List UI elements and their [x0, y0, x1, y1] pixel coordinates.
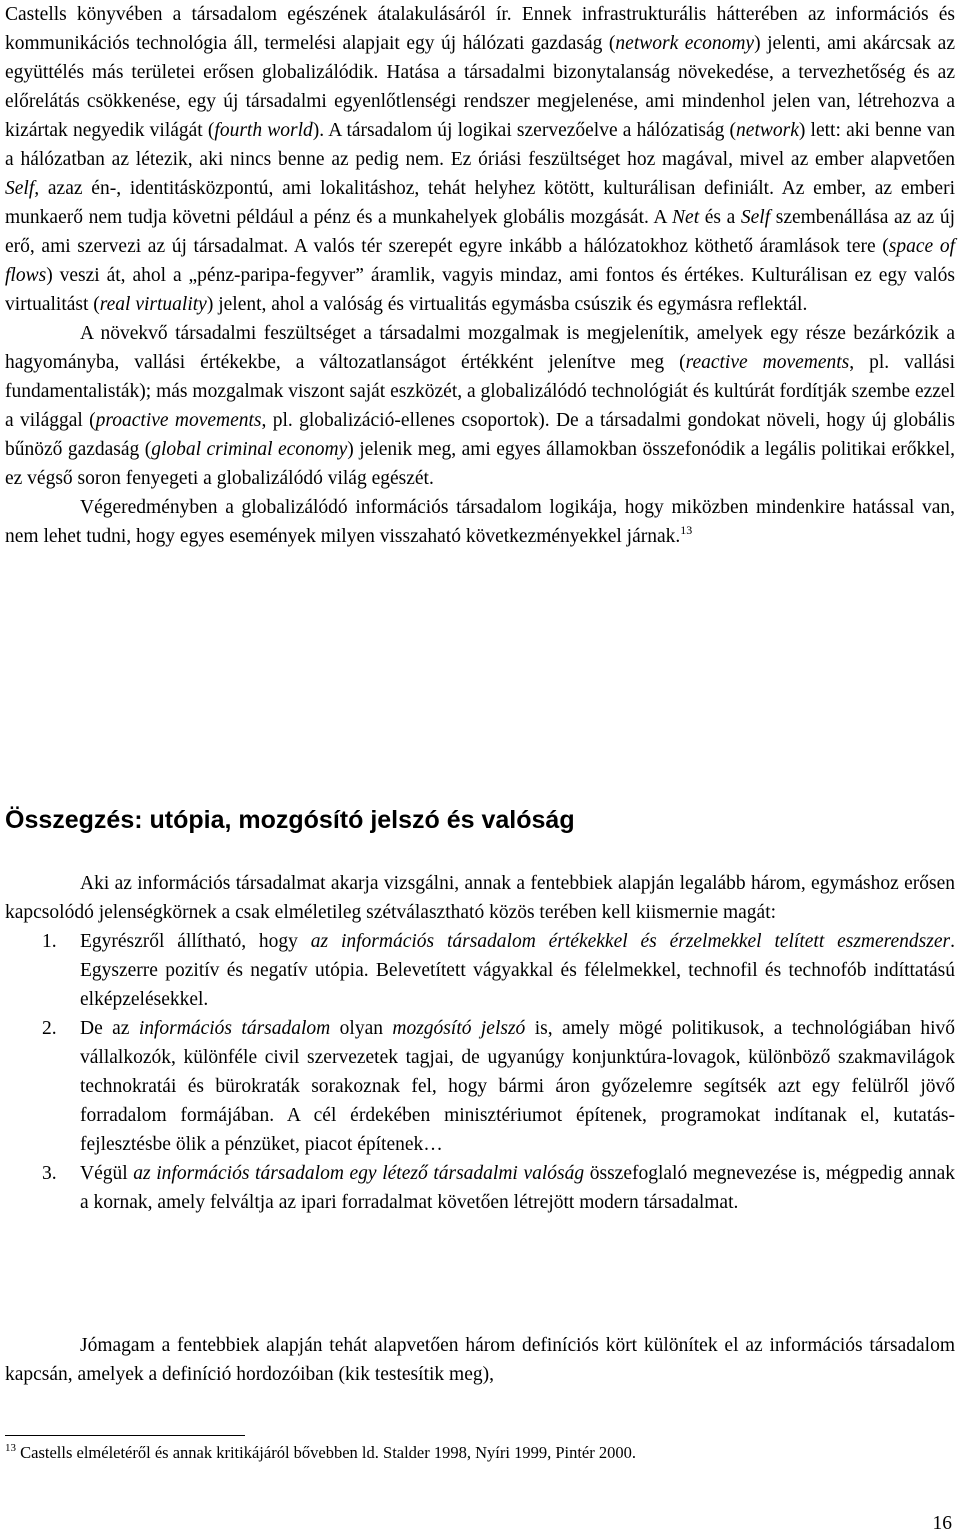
italic-term: reactive movements [685, 352, 850, 373]
text-run: ) jelent, ahol a valóság és virtualitás egymásba csúszik és egymásra reflektál. [206, 294, 808, 315]
definition-list [5, 927, 955, 1217]
text-run: ) jelenik meg, ami egyes államokban összefonódik a legális politikai erőkkel, ez végső soron fenyegeti a globalizálódó világ egészét. [5, 439, 955, 489]
paragraph-closing: Jómagam a fentebbiek alapján tehát alapvetően három definíciós kört különítek el az információs társadalom kapcsán, amelyek a definíció hordozóiban (kik testesítik meg), [5, 1335, 955, 1385]
footnote [5, 1442, 636, 1464]
text-run: Végül [80, 1163, 134, 1184]
text-run: és a [699, 207, 741, 228]
italic-term: global criminal economy [151, 439, 348, 460]
section-heading: Összegzés: utópia, mozgósító jelszó és valóság [5, 806, 575, 834]
text-run: A növekvő társadalmi feszültséget a társadalmi mozgalmak is megjelenítik, amelyek egy része bezárkózik a hagyományba, vallási értékekbe, a változatlanságot értékként jelenítve meg ( [5, 323, 955, 373]
text-run: Egyrészről állítható, hogy [80, 931, 311, 952]
footnote-reference[interactable]: 13 [680, 523, 693, 537]
italic-term: network [736, 120, 799, 141]
paragraph-castells [5, 0, 955, 551]
text-run: is, amely mögé politikusok, a technológiában hivő vállalkozók, különféle civil szervezetek tagjai, de ugyanúgy konjunktúra-lovagok, különböző szakmavilágok technokratái és bürokraták sorakoznak fel, hogy bármi áron győzelemre segítsék azt egy felülről jövő forradalom formájában. A cél érdekében minisztériumot építenek, programokat indítanak el, kutatás-fejlesztésbe ölik a pénzüket, piacot építenek… [80, 1018, 956, 1155]
text-run: ). A társadalom új logikai szervezőelve a hálózatiság ( [312, 120, 737, 141]
footnote-divider [5, 1435, 245, 1436]
italic-term: az információs társadalom értékekkel és érzelmekkel telített eszmerendszer [310, 931, 951, 952]
italic-term: real virtuality [99, 294, 207, 315]
paragraph-closing-block [5, 1331, 955, 1389]
text-run: szembenállása az az új erő, ami szervezi az új társadalmat. A valós tér szerepét egyre inkább a hálózatokhoz köthető áramlások tere ( [5, 207, 955, 257]
list-number: 3. [42, 1163, 57, 1184]
footnote-number: 13 [5, 1442, 16, 1454]
list-number: 2. [42, 1018, 57, 1039]
text-run: azaz én-, identitásközpontú, ami lokalitáshoz, tehát helyhez kötött, kulturálisan definiált. Az ember, az emberi munkaerő nem tudja követni például a pénz és a munkahelyek globális mozgását. A [5, 178, 955, 228]
italic-term: fourth world [214, 120, 313, 141]
text-run: De az [80, 1018, 139, 1039]
text-run: , pl. vallási fundamentalisták); más mozgalmak viszont saját eszközét, a globalizálódó technológiát és kultúrát fordítják szembe ezzel a világgal ( [5, 352, 956, 431]
footnote-text: Castells elméletéről és annak kritikájáról bővebben ld. Stalder 1998, Nyíri 1999, Pintér 2000. [16, 1443, 636, 1462]
text-run: , pl. globalizáció-ellenes csoportok). De a társadalmi gondokat növeli, hogy új globális bűnöző gazdaság ( [5, 410, 955, 460]
text-run: Ez óriási feszültséget hoz magával, mivel az ember alapvetően [443, 149, 955, 170]
italic-term: network economy [615, 33, 755, 54]
text-run: ) jelenti, ami akárcsak az együttélés más területei erősen globalizálódik. Hatása a társadalmi bizonytalanság növekedése, a tervezhetőség és az előrelátás csökkenése, egy új társadalmi egyenlőtlenségi rendszer megjelenése, ami mindenhol jelen van, létrehozva a kizártak negyedik világát ( [5, 33, 955, 141]
italic-term: információs társadalom [138, 1018, 331, 1039]
text-run: ) veszi át, ahol a „pénz-paripa-fegyver” áramlik, vagyis mindaz, ami fontos és értékes. Kulturálisan ez egy valós virtualitást ( [5, 265, 955, 315]
italic-term: space of flows [5, 236, 955, 286]
text-run: összefoglaló megnevezése is, mégpedig annak a kornak, amely felváltja az ipari forradalmat követően létrejött modern társadalmat. [80, 1163, 956, 1213]
italic-term: Net [672, 207, 700, 228]
list-item [5, 1014, 955, 1159]
italic-term: Self, [5, 178, 40, 199]
italic-term: proactive movements [95, 410, 262, 431]
summary-section [5, 869, 955, 1217]
list-item [5, 927, 955, 1014]
text-run: . Egyszerre pozitív és negatív utópia. Belevetített vágyakkal és félelmekkel, technofil és technofób indíttatású elképzelésekkel. [80, 931, 955, 1010]
list-number: 1. [42, 931, 57, 952]
paragraph-intro: Aki az információs társadalmat akarja vizsgálni, annak a fentebbiek alapján legalább három, egymáshoz erősen kapcsolódó jelenségkörnek a csak elméletileg szétválasztható közös terében kell kiismernie magát: [5, 873, 955, 923]
italic-term: az információs társadalom egy létező társadalmi valóság [133, 1163, 585, 1184]
list-item [5, 1159, 955, 1217]
italic-term: Self [740, 207, 771, 228]
text-run: Castells könyvében a társadalom egészének átalakulásáról ír. Ennek infrastrukturális hátterében az információs és kommunikációs technológia áll, termelési alapjait egy új hálózati gazdaság ( [5, 4, 955, 54]
page-number: 16 [932, 1513, 952, 1534]
text-run: olyan [330, 1018, 393, 1039]
text-run: ) lett: aki benne van a hálózatban az létezik, aki nincs benne az pedig nem. [5, 120, 955, 170]
text-run: Végeredményben a globalizálódó információs társadalom logikája, hogy miközben mindenkire hatással van, nem lehet tudni, hogy egyes események milyen visszaható következményekkel járnak. [5, 497, 955, 547]
italic-term: mozgósító jelszó [392, 1018, 526, 1039]
